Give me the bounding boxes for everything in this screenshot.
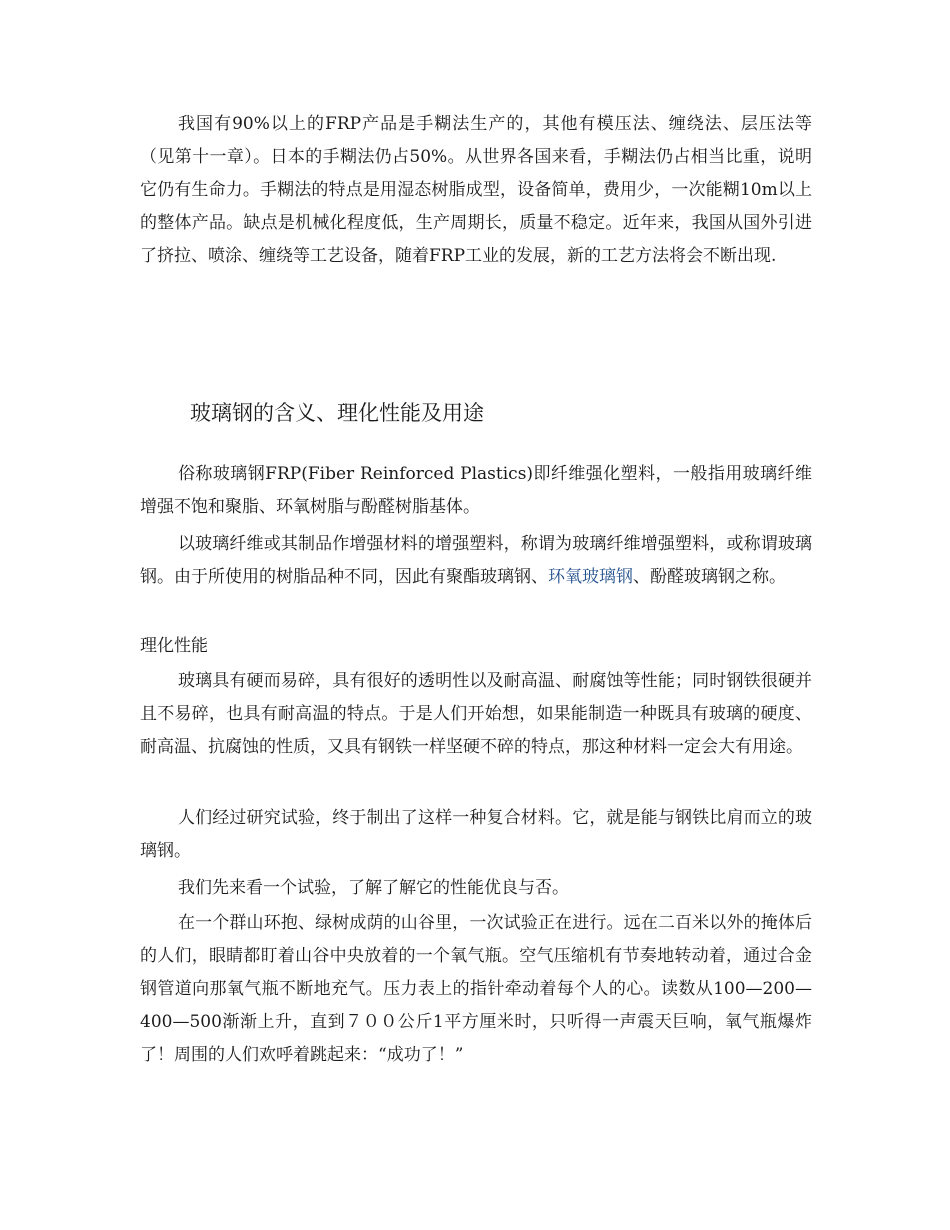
naming-text-before: 以玻璃纤维或其制品作增强材料的增强塑料，称谓为玻璃纤维增强塑料，或称谓玻璃钢。由于所使用的树脂品种不同，因此有聚酯玻璃钢、 — [140, 534, 812, 587]
definition-paragraph: 俗称玻璃钢FRP(Fiber Reinforced Plastics)即纤维强化塑料，一般指用玻璃纤维增强不饱和聚脂、环氧树脂与酚醛树脂基体。 — [140, 464, 812, 517]
intro-paragraph: 我国有90%以上的FRP产品是手糊法生产的，其他有模压法、缠绕法、层压法等（见第十一章）。日本的手糊法仍占50%。从世界各国来看，手糊法仍占相当比重，说明它仍有生命力。手糊法的特点是用湿态树脂成型，设备简单，费用少，一次能糊10m以上的整体产品。缺点是机械化程度低，生产周期长，质量不稳定。近年来，我国从国外引进了挤拉、喷涂、缠绕等工艺设备，随着FRP工业的发展，新的工艺方法将会不断出现. — [140, 114, 812, 266]
experiment-intro-paragraph: 我们先来看一个试验，了解了解它的性能优良与否。 — [178, 878, 569, 898]
properties-paragraph: 玻璃具有硬而易碎，具有很好的透明性以及耐高温、耐腐蚀等性能；同时钢铁很硬并且不易碎，也具有耐高温的特点。于是人们开始想，如果能制造一种既具有玻璃的硬度、耐高温、抗腐蚀的性质，又具有钢铁一样坚硬不碎的特点，那这种材料一定会大有用途。 — [140, 671, 812, 757]
naming-text-after: 、酚醛玻璃钢之称。 — [633, 567, 786, 587]
experiment-paragraph: 在一个群山环抱、绿树成荫的山谷里，一次试验正在进行。远在二百米以外的掩体后的人们，眼睛都盯着山谷中央放着的一个氧气瓶。空气压缩机有节奏地转动着，通过合金钢管道向那氧气瓶不断地充气。压力表上的指针牵动着每个人的心。读数从100—200—400—500渐渐上升，直到７００公斤1平方厘米时，只听得一声震天巨响，氧气瓶爆炸了！周围的人们欢呼着跳起来：“成功了！” — [140, 913, 812, 1065]
section-heading: 玻璃钢的含义、理化性能及用途 — [190, 401, 484, 425]
properties-subheading: 理化性能 — [140, 636, 208, 656]
epoxy-frp-link[interactable]: 环氧玻璃钢 — [548, 567, 633, 587]
research-paragraph: 人们经过研究试验，终于制出了这样一种复合材料。它，就是能与钢铁比肩而立的玻璃钢。 — [140, 808, 812, 861]
naming-paragraph — [140, 528, 812, 594]
